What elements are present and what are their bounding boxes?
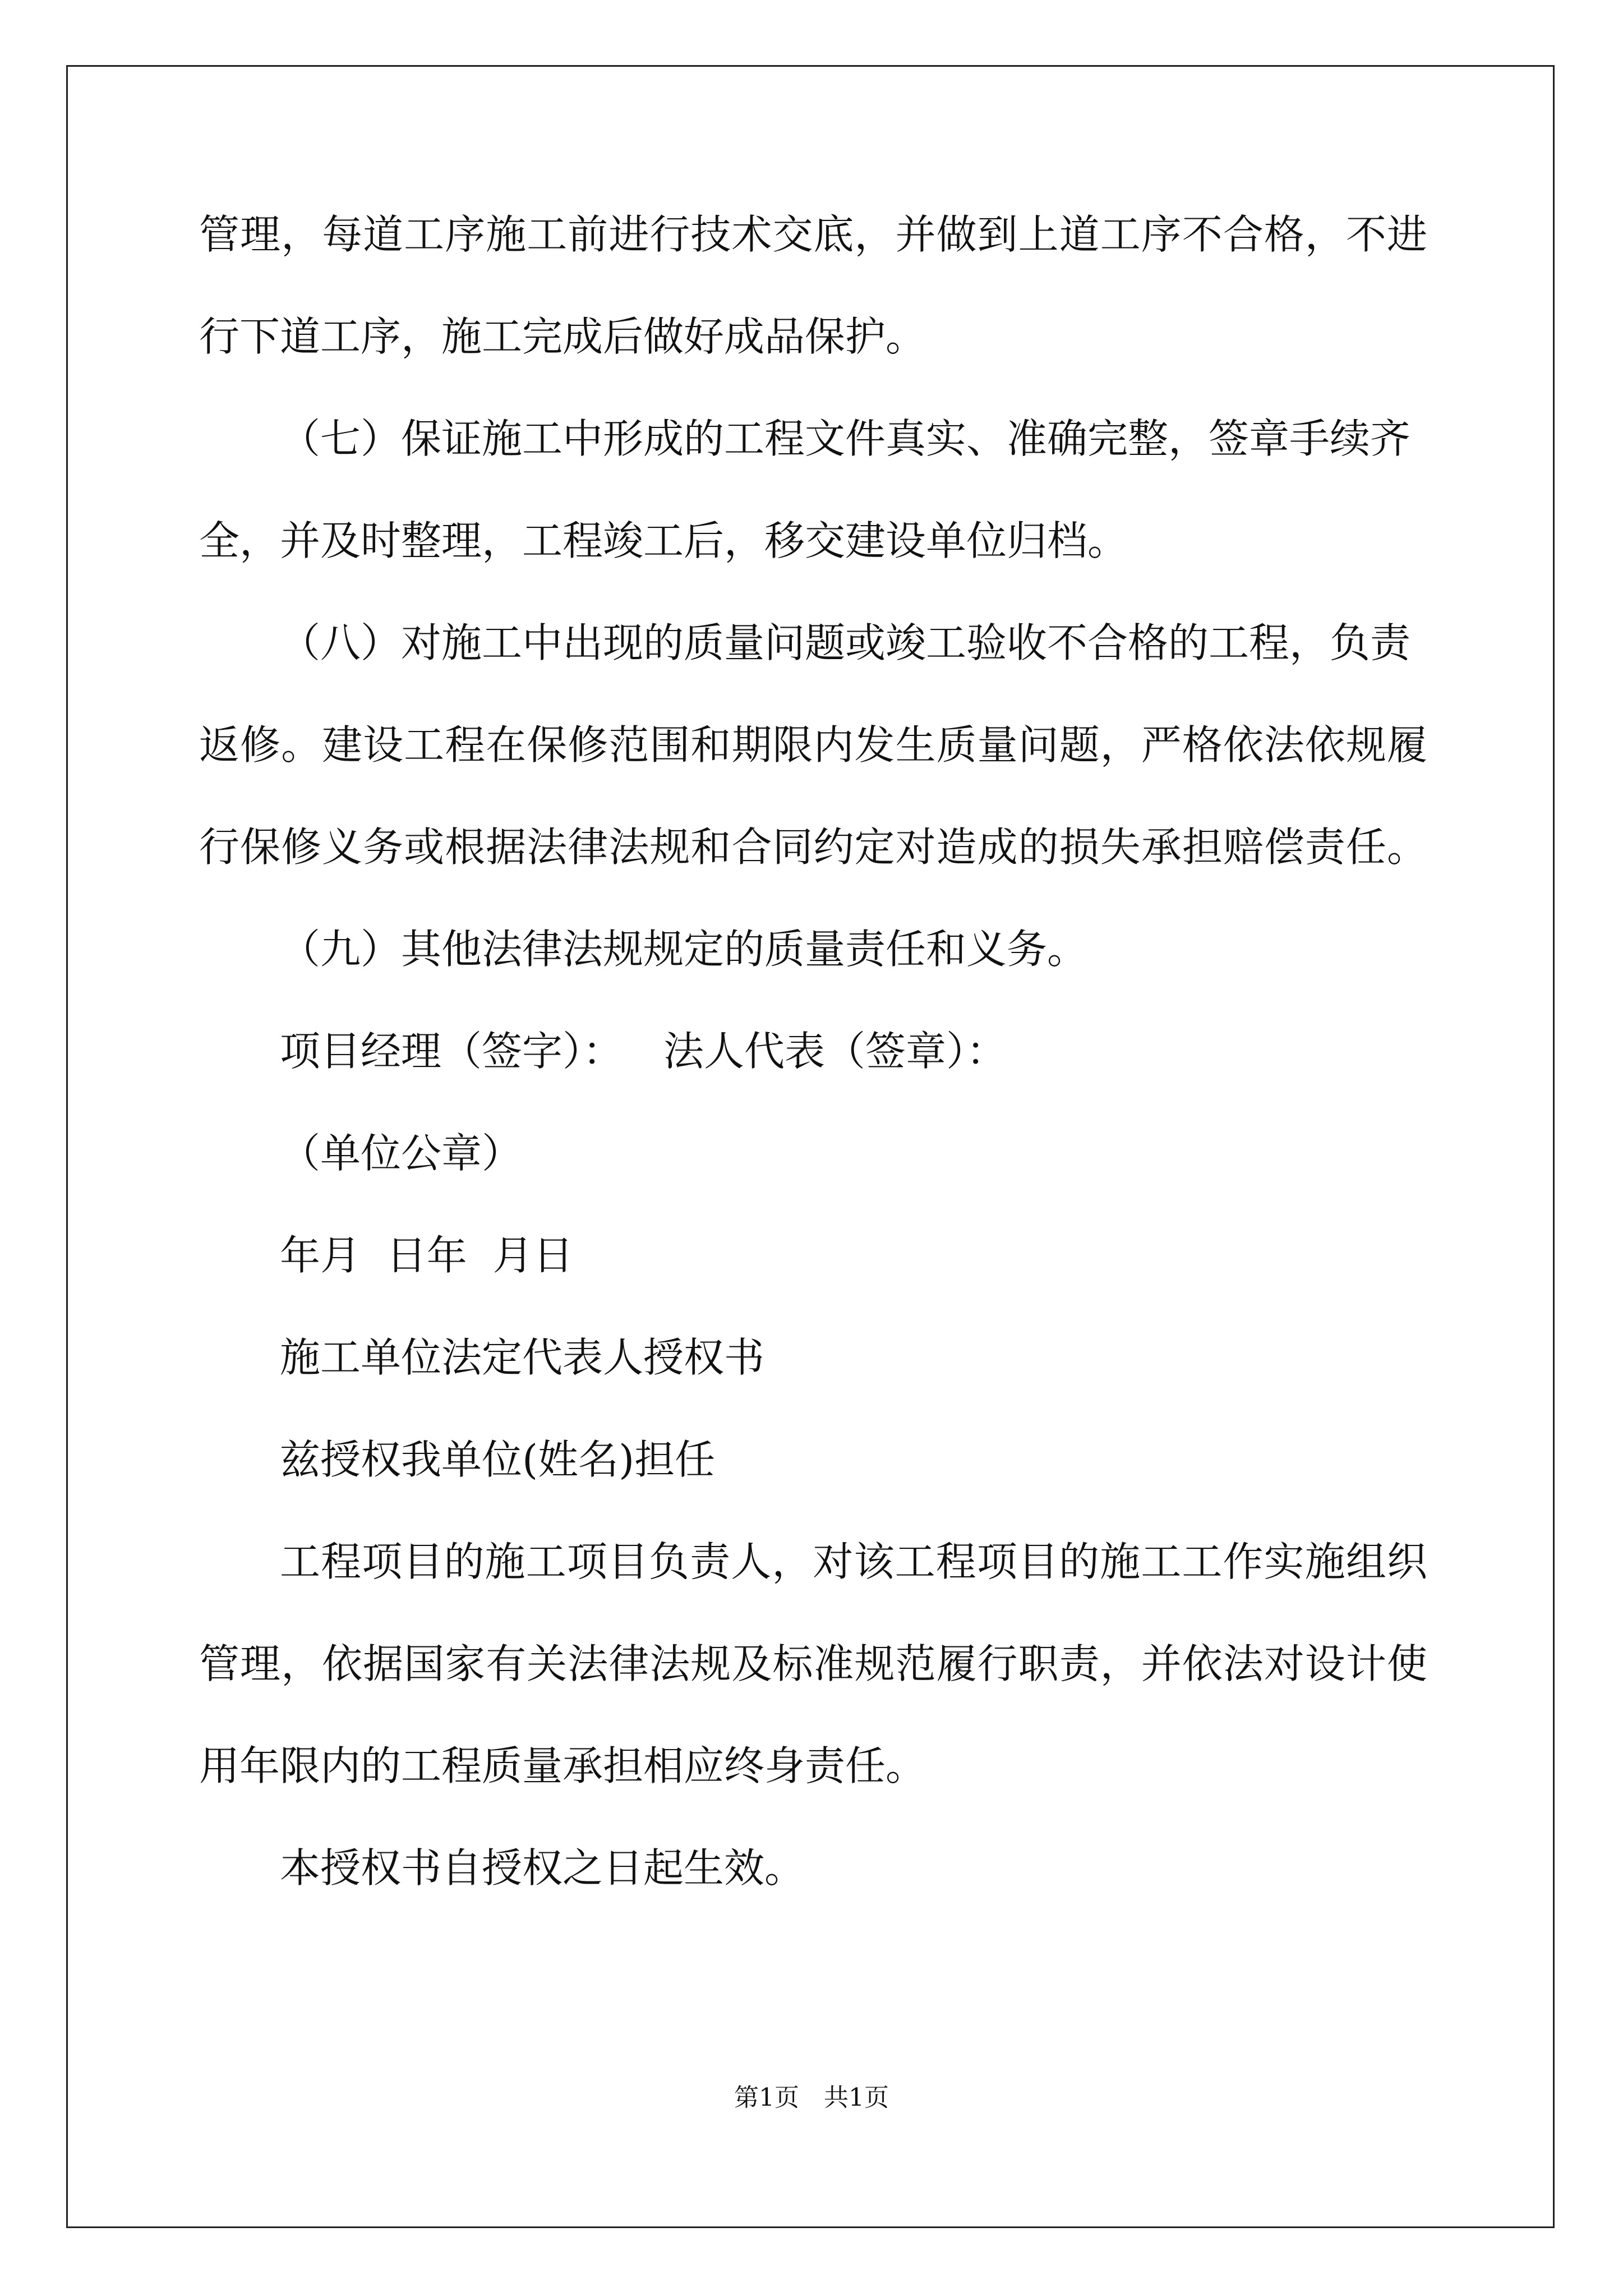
paragraph-line: （八）对施工中出现的质量问题或竣工验收不合格的工程，负责 — [280, 619, 1411, 666]
paragraph-line: 全，并及时整理，工程竣工后，移交建设单位归档。 — [199, 517, 1128, 564]
page-total: 共1页 — [824, 2083, 889, 2112]
authorization-title: 施工单位法定代表人授权书 — [280, 1334, 765, 1381]
document-body — [199, 209, 1427, 1894]
date-line: 年月 日年 月日 — [280, 1232, 574, 1279]
paragraph-line: 工程项目的施工项目负责人，对该工程项目的施工工作实施组织 — [280, 1538, 1427, 1585]
paragraph-line: 行下道工序，施工完成后做好成品保护。 — [199, 313, 926, 360]
paragraph-line: 用年限内的工程质量承担相应终身责任。 — [199, 1742, 926, 1789]
paragraph-line: 管理，依据国家有关法律法规及标准规范履行职责，并依法对设计使 — [199, 1640, 1427, 1687]
paragraph-line: 行保修义务或根据法律法规和合同约定对造成的损失承担赔偿责任。 — [199, 823, 1427, 871]
legal-rep-signature-label: 法人代表（签章）： — [663, 1028, 1007, 1075]
authorization-intro: 兹授权我单位(姓名)担任 — [280, 1436, 716, 1483]
paragraph-line: （七）保证施工中形成的工程文件真实、准确完整，签章手续齐 — [280, 415, 1411, 462]
paragraph-line: 返修。建设工程在保修范围和期限内发生质量问题，严格依法依规履 — [199, 721, 1427, 769]
paragraph-line: 管理，每道工序施工前进行技术交底，并做到上道工序不合格，不进 — [199, 211, 1427, 258]
paragraph-line: （九）其他法律法规规定的质量责任和义务。 — [280, 926, 1088, 973]
page-number: 第1页 — [734, 2083, 799, 2112]
manager-signature-label: 项目经理（签字）： — [280, 1028, 624, 1075]
page-footer — [0, 2082, 1623, 2114]
seal-label: （单位公章） — [280, 1130, 523, 1177]
effective-statement: 本授权书自授权之日起生效。 — [280, 1844, 805, 1892]
signature-row — [199, 1025, 1427, 1077]
